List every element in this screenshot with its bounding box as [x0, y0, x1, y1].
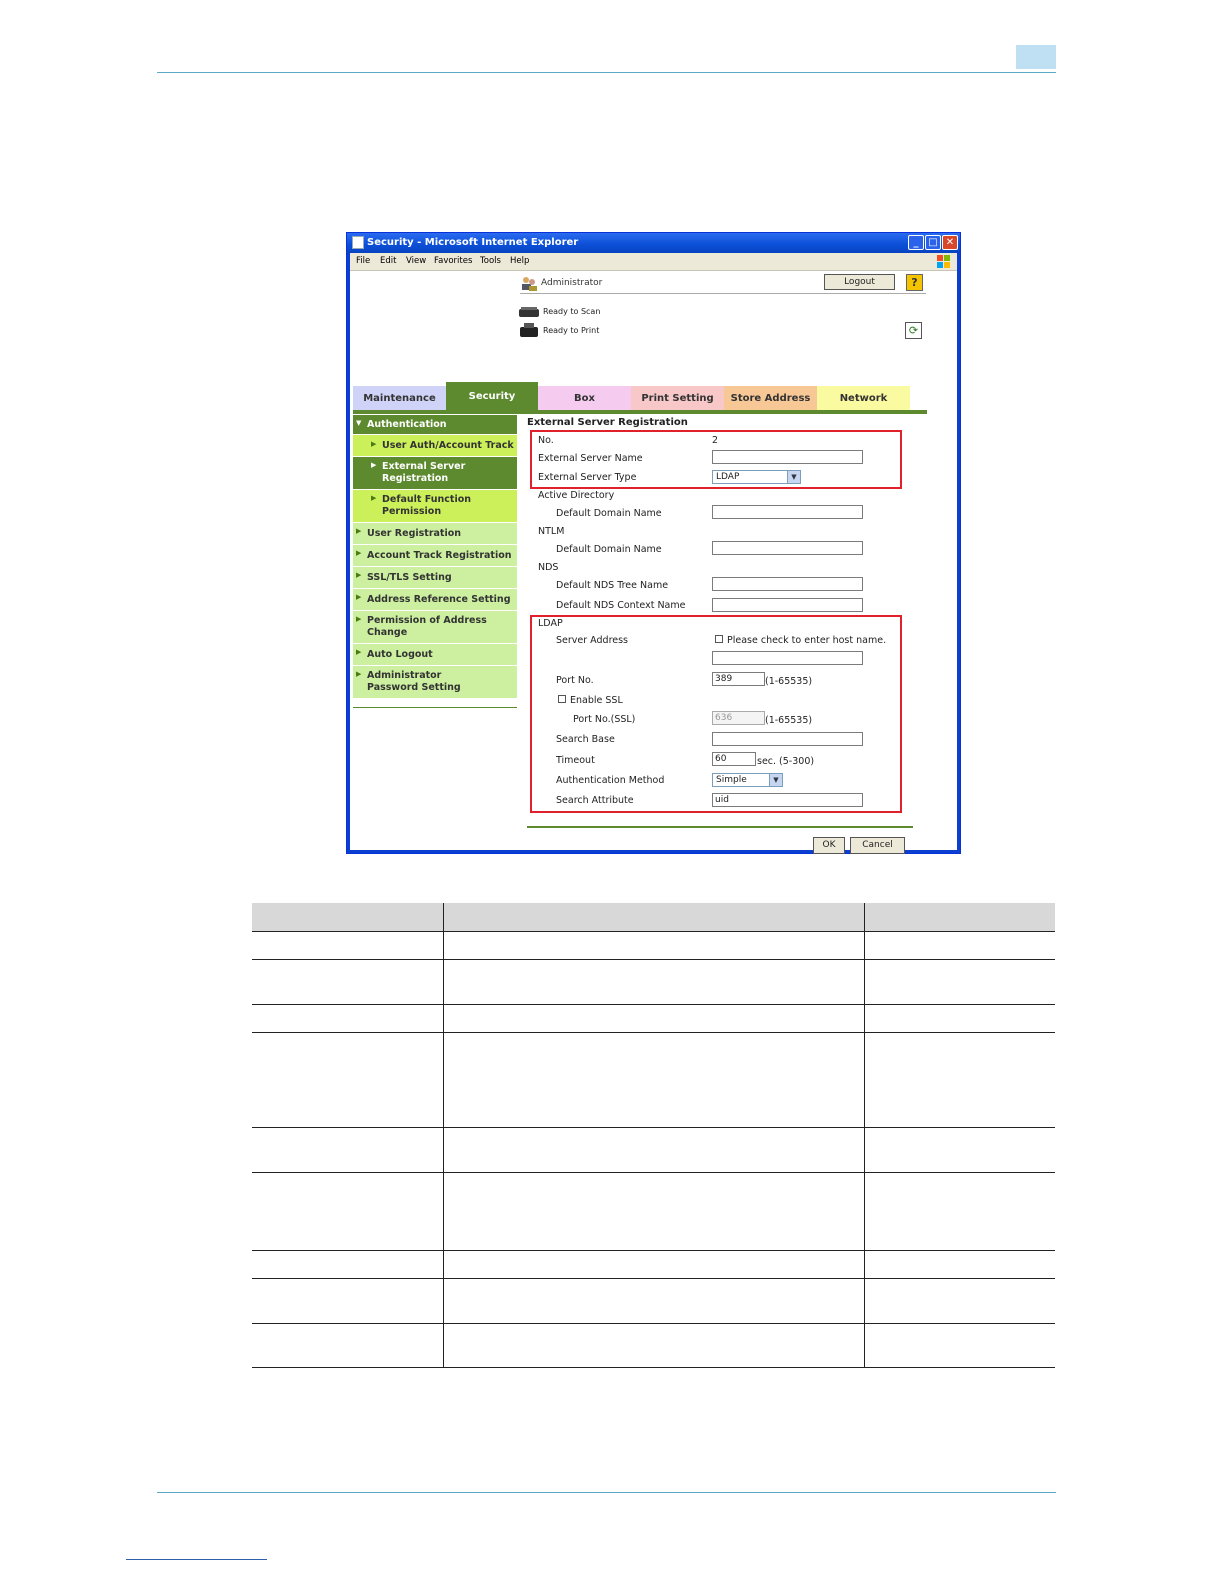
table-row: [252, 932, 1055, 960]
administrator-icon: [520, 276, 538, 291]
timeout-input[interactable]: 60: [712, 752, 756, 766]
scanner-icon: [518, 306, 540, 319]
search-base-input[interactable]: [712, 732, 863, 746]
menu-view[interactable]: View: [406, 256, 427, 266]
sidebar-item-authentication[interactable]: ▼ Authentication: [353, 415, 517, 434]
close-button[interactable]: ✕: [942, 235, 958, 250]
sidebar-item-user-auth[interactable]: ▶ User Auth/Account Track: [353, 435, 517, 456]
port-ssl-input[interactable]: 636: [712, 711, 765, 725]
timeout-unit: sec. (5-300): [757, 756, 815, 767]
menu-edit[interactable]: Edit: [380, 256, 397, 266]
ntlm-heading: NTLM: [538, 526, 565, 537]
table-row: [252, 1251, 1055, 1279]
windows-logo-icon: [937, 255, 951, 268]
sidebar-item-permission-address[interactable]: ▶ Permission of Address Change: [353, 611, 517, 643]
search-attr-label: Search Attribute: [556, 795, 634, 806]
table-row: [252, 1324, 1055, 1368]
nds-tree-label: Default NDS Tree Name: [556, 580, 669, 591]
tab-store-address[interactable]: Store Address: [724, 386, 817, 411]
title-bar: [347, 233, 960, 253]
port-input[interactable]: 389: [712, 672, 765, 686]
ok-button[interactable]: OK: [813, 837, 845, 854]
column-divider: [864, 903, 865, 1368]
server-type-select[interactable]: [712, 470, 801, 484]
table-row: [252, 1128, 1055, 1173]
nds-tree-input[interactable]: [712, 577, 863, 591]
ad-heading: Active Directory: [538, 490, 615, 501]
footer-underline: [126, 1559, 267, 1560]
sidebar-item-address-reference[interactable]: ▶ Address Reference Setting: [353, 589, 517, 610]
arrow-icon: ▶: [356, 571, 362, 579]
print-status: Ready to Print: [543, 326, 600, 335]
menu-bar: [350, 253, 957, 271]
menu-favorites[interactable]: Favorites: [434, 256, 473, 266]
maximize-button[interactable]: □: [925, 235, 941, 250]
host-name-checkbox[interactable]: [715, 635, 723, 643]
logout-button[interactable]: Logout: [824, 274, 895, 290]
user-name: Administrator: [541, 278, 603, 288]
table-row: [252, 1279, 1055, 1324]
sidebar-item-default-function[interactable]: ▶ Default Function Permission: [353, 490, 517, 522]
arrow-icon: ▶: [371, 461, 377, 469]
tab-box[interactable]: Box: [538, 386, 631, 411]
auth-method-label: Authentication Method: [556, 775, 665, 786]
cancel-button[interactable]: Cancel: [850, 837, 905, 854]
server-type-value: LDAP: [716, 472, 740, 482]
arrow-icon: ▶: [356, 670, 362, 678]
tab-underline: [353, 410, 927, 414]
chevron-down-icon: ▼: [769, 774, 782, 786]
window-title: Security - Microsoft Internet Explorer: [367, 237, 579, 248]
page-content: [350, 271, 957, 850]
server-type-label: External Server Type: [538, 472, 637, 483]
arrow-icon: ▶: [356, 648, 362, 656]
table-row: [252, 1005, 1055, 1033]
form-bottom-line: [527, 826, 913, 828]
tab-security[interactable]: Security: [446, 382, 538, 411]
arrow-icon: ▶: [356, 593, 362, 601]
ssl-label: Enable SSL: [570, 695, 623, 706]
help-button[interactable]: ?: [906, 274, 923, 291]
sidebar-item-admin-password[interactable]: ▶ Administrator Password Setting: [353, 666, 517, 698]
ad-domain-label: Default Domain Name: [556, 508, 662, 519]
ie-page-icon: [352, 236, 364, 249]
printer-icon: [518, 322, 540, 339]
port-range: (1-65535): [765, 676, 813, 687]
sidebar-bottom-line: [353, 707, 517, 708]
ntlm-domain-label: Default Domain Name: [556, 544, 662, 555]
bottom-rule: [157, 1492, 1056, 1493]
sidebar-item-external-server[interactable]: ▶ External Server Registration: [353, 457, 517, 489]
no-label: No.: [538, 435, 554, 446]
table-row: [252, 1173, 1055, 1251]
settings-table: [252, 903, 1055, 1368]
nds-heading: NDS: [538, 562, 559, 573]
arrow-icon: ▶: [356, 615, 362, 623]
arrow-icon: ▶: [356, 527, 362, 535]
table-row: [252, 1033, 1055, 1128]
chapter-tab: [1016, 45, 1056, 69]
ntlm-domain-input[interactable]: [712, 541, 863, 555]
port-ssl-label: Port No.(SSL): [573, 714, 636, 725]
menu-help[interactable]: Help: [510, 256, 530, 266]
tab-print-setting[interactable]: Print Setting: [631, 386, 724, 411]
scan-status: Ready to Scan: [543, 307, 601, 316]
server-name-label: External Server Name: [538, 453, 643, 464]
port-ssl-range: (1-65535): [765, 715, 813, 726]
no-value: 2: [712, 435, 719, 446]
tab-network[interactable]: Network: [817, 386, 910, 411]
table-row: [252, 960, 1055, 1005]
host-check-label: Please check to enter host name.: [727, 635, 887, 646]
sidebar-item-user-registration[interactable]: ▶ User Registration: [353, 523, 517, 544]
browser-window: [346, 232, 961, 854]
search-base-label: Search Base: [556, 734, 615, 745]
sidebar-item-auto-logout[interactable]: ▶ Auto Logout: [353, 644, 517, 665]
sidebar-item-ssl-tls[interactable]: ▶ SSL/TLS Setting: [353, 567, 517, 588]
arrow-icon: ▶: [356, 549, 362, 557]
arrow-icon: ▶: [371, 494, 377, 502]
chevron-down-icon: ▼: [787, 471, 800, 483]
nds-context-label: Default NDS Context Name: [556, 600, 686, 611]
server-name-input[interactable]: [712, 450, 863, 464]
table-header: [252, 903, 1055, 932]
search-attr-input[interactable]: uid: [712, 793, 863, 807]
minimize-button[interactable]: _: [908, 235, 924, 250]
form-title: External Server Registration: [527, 417, 688, 428]
menu-tools[interactable]: Tools: [480, 256, 501, 266]
arrow-icon: ▶: [371, 440, 377, 448]
tab-maintenance[interactable]: Maintenance: [353, 386, 446, 411]
auth-method-value: Simple: [716, 775, 747, 785]
menu-file[interactable]: File: [356, 256, 371, 266]
refresh-icon[interactable]: ⟳: [905, 322, 922, 339]
header-underline: [520, 293, 926, 294]
ad-domain-input[interactable]: [712, 505, 863, 519]
enable-ssl-checkbox[interactable]: [558, 695, 566, 703]
timeout-label: Timeout: [556, 755, 595, 766]
nds-context-input[interactable]: [712, 598, 863, 612]
expanded-arrow-icon: ▼: [356, 419, 362, 427]
port-label: Port No.: [556, 675, 594, 686]
auth-method-select[interactable]: [712, 773, 783, 787]
server-address-label: Server Address: [556, 635, 629, 646]
top-rule: [157, 72, 1056, 73]
column-divider: [443, 903, 444, 1368]
server-address-input[interactable]: [712, 651, 863, 665]
ldap-heading: LDAP: [538, 618, 563, 629]
sidebar-item-account-track[interactable]: ▶ Account Track Registration: [353, 545, 517, 566]
